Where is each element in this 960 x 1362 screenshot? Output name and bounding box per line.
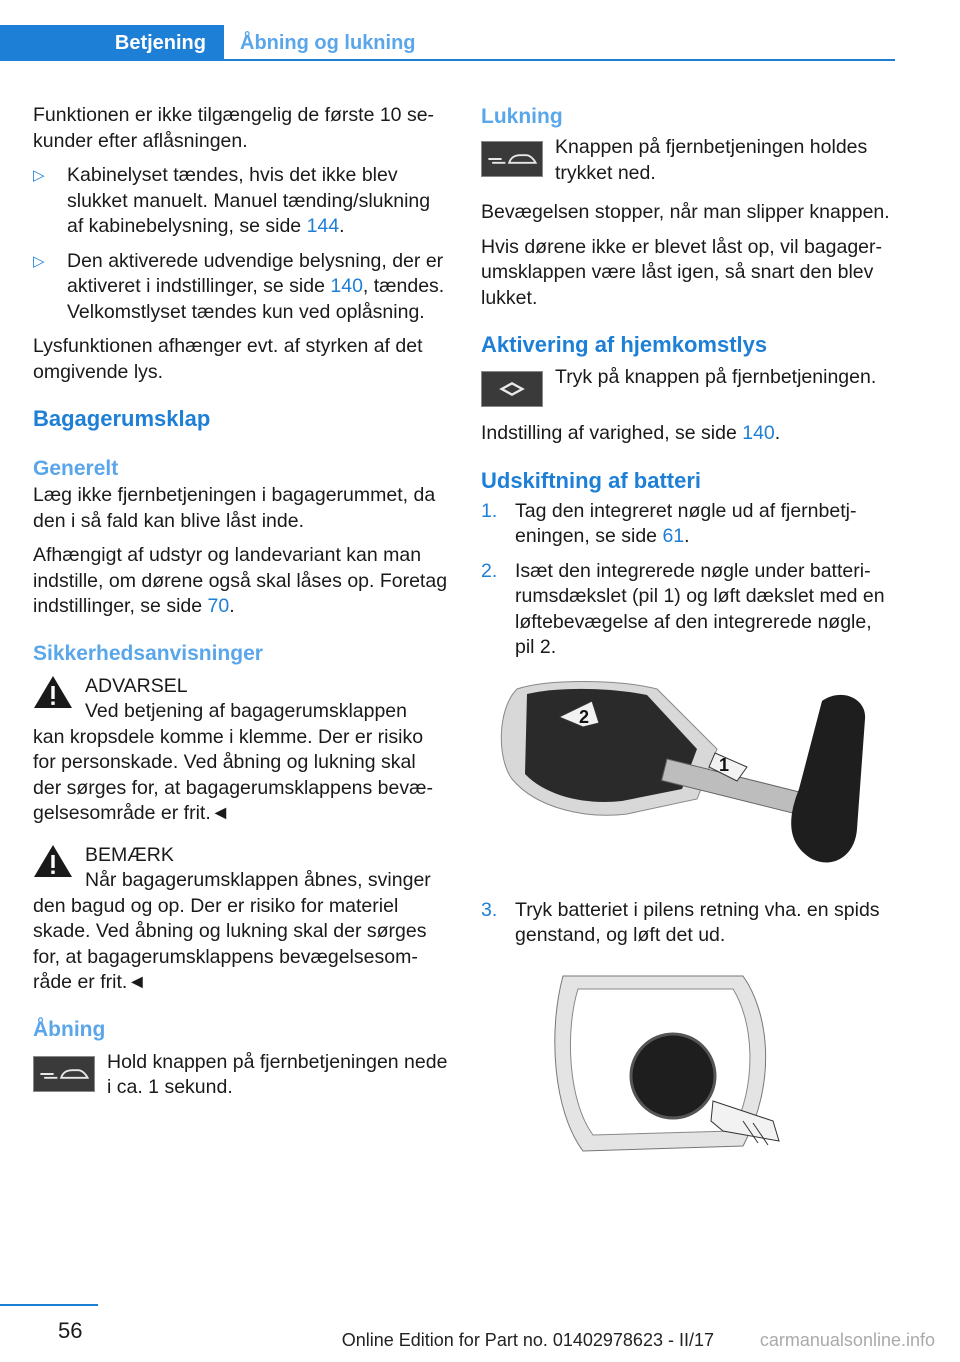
page-ref-link[interactable]: 70 [207,595,230,617]
intro-text: Funktionen er ikke tilgængelig de første 10 sekunder efter aflåsningen. [33,104,435,152]
arrow-label-1: 1 [719,754,730,775]
light-note: Lysfunktionen afhænger evt. af styrken af det omgivende lys. [33,335,423,383]
car-trunk-button-icon [481,141,543,177]
heading-bagagerumsklap: Bagagerumsklap [33,406,211,431]
list-item: 2. Isæt den integrerede nøgle under batterirumsdækslet (pil 1) og løft dækslet med en løftebevægelse af den integrerede nøgle, pil 2. [481,559,885,658]
warning-title: ADVARSEL [85,674,188,697]
notice-title: BEMÆRK [85,843,174,866]
tab-betjening[interactable]: Betjening [0,25,224,61]
heading-hjemkomstlys: Aktivering af hjemkomstlys [481,332,768,357]
left-column [33,103,448,1109]
list-item: ▷ Kabinelyset tændes, hvis det ikke blev slukket manuelt. Manuel tænding/slukning af kabinebelysning, se side 144. [33,164,431,237]
hjem-varighed: Indstilling af varighed, se side 140. [481,422,781,444]
right-column [481,103,895,1156]
generelt-p2: Afhængigt af udstyr og landevariant kan man indstille, om dørene også skal låses op. Foretag indstillinger, se side 70. [33,544,448,617]
list-item: 3. Tryk batteriet i pilens retning vha. en spids genstand, og løft det ud. [481,898,880,946]
warning-block [33,674,448,827]
battery-illustration [543,971,803,1156]
page-ref-link[interactable]: 144 [306,215,340,237]
key-illustration [487,679,882,874]
hjem-text: Tryk på knappen på fjernbetjeningen. [555,366,877,388]
home-light-button-icon [481,371,543,407]
generelt-p1: Læg ikke fjernbetjeningen i bagagerummet, da den i så fald kan blive låst inde. [33,484,436,532]
lukning-p2: Hvis dørene ikke er blevet låst op, vil bagagerumsklappen være låst igen, så snart den blev lukket. [481,235,883,309]
notice-text: den bagud og op. Der er risiko for materiel skade. Ved åbning og lukning skal der sørges for, at bagagerumsklappens bevægelsesområde er frit.◄ [33,894,427,993]
footer-rule [0,1304,98,1306]
button-instruction [33,1050,448,1101]
triangle-bullet-icon: ▷ [33,252,45,270]
warning-text: kan kropsdele komme i klemme. Der er risiko for personskade. Ved åbning og lukning skal der sørges for, at bagagerumsklappens bevægelsesområde er frit.◄ [33,725,433,824]
button-instruction [481,365,895,409]
lukning-text: Knappen på fjernbetjeningen holdes trykket ned. [555,136,868,184]
edition-text: Online Edition for Part no. 01402978623 - II/17 [341,1330,714,1350]
notice-block [33,843,448,996]
list-item: 1. Tag den integreret nøgle ud af fjernbetjeningen, se side 61. [481,499,857,547]
tab-aabning-og-lukning[interactable]: Åbning og lukning [240,32,416,54]
heading-lukning: Lukning [481,105,563,128]
page-ref-link[interactable]: 140 [330,275,363,297]
heading-udskiftning-batteri: Udskiftning af batteri [481,467,702,493]
heading-generelt: Generelt [33,457,119,480]
button-instruction [481,135,895,186]
triangle-bullet-icon: ▷ [33,167,45,184]
notice-first-line: Når bagagerumsklappen åbnes, svinger [85,869,431,891]
heading-aabning: Åbning [33,1017,106,1041]
car-trunk-button-icon [33,1056,95,1092]
header-tabs [0,25,895,61]
aabning-text: Hold knappen på fjernbetjeningen nede i ca. 1 sekund. [107,1050,448,1098]
warning-first-line: Ved betjening af bagagerumsklappen [85,700,407,722]
list-item: ▷ Den aktiverede udvendige belysning, der er aktiveret i indstillinger, se side 140, tændes. Velkomstlyset tændes kun ved oplåsning. [33,249,445,323]
page-ref-link[interactable]: 61 [662,525,685,547]
page-number: 56 [58,1318,83,1343]
heading-sikkerhedsanvisninger: Sikkerhedsanvisninger [33,641,263,665]
warning-triangle-icon [33,843,73,879]
page-ref-link[interactable]: 140 [742,422,775,444]
header-rule [0,59,895,61]
arrow-label-2: 2 [579,706,590,727]
warning-triangle-icon [33,674,73,710]
watermark: carmanualsonline.info [759,1330,935,1350]
lukning-p1: Bevægelsen stopper, når man slipper knappen. [481,201,890,223]
